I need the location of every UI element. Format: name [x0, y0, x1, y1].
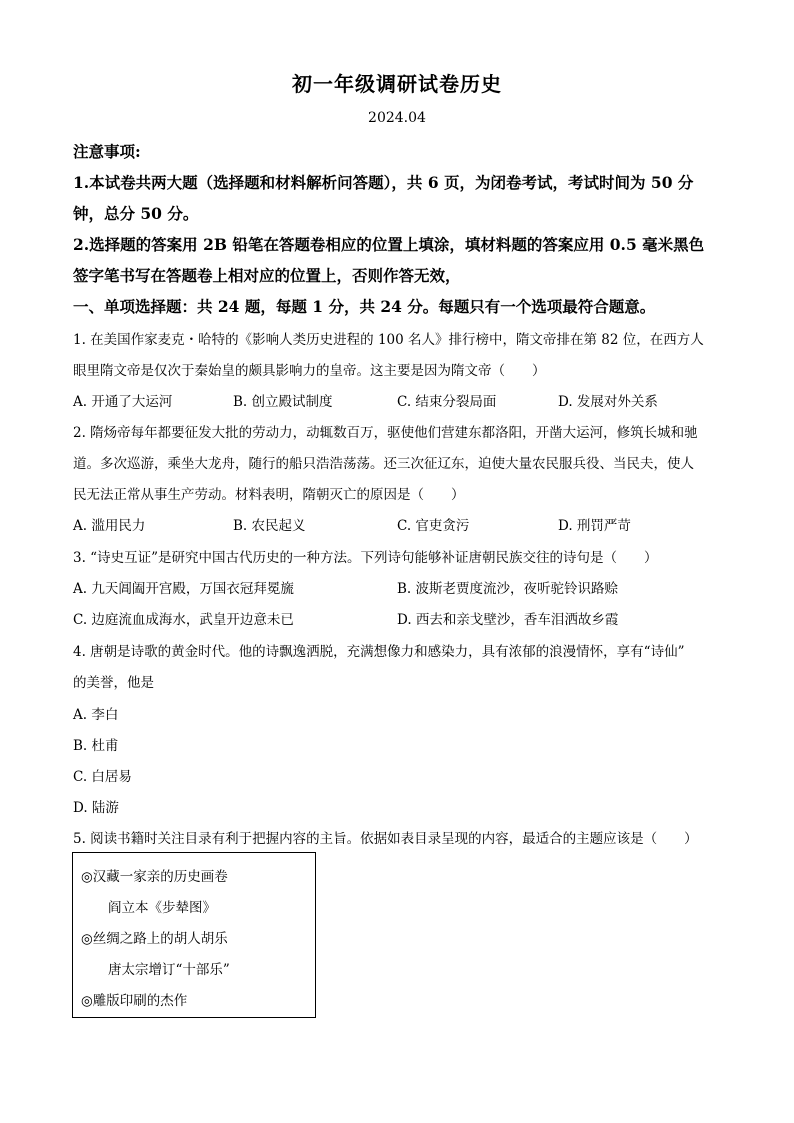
q3-option-b: B. 波斯老贾度流沙，夜听驼铃识路赊 [397, 581, 619, 597]
q2-option-a: A. 滥用民力 [73, 518, 146, 534]
q3-stem-line-1: 3. “诗史互证”是研究中国古代历史的一种方法。下列诗句能够补证唐朝民族交往的诗句是（ ） [73, 550, 658, 566]
q3-option-c: C. 边庭流血成海水，武皇开边意未已 [73, 612, 294, 628]
contents-entry-4: 唐太宗增订“十部乐” [108, 962, 230, 978]
q4-option-a: A. 李白 [73, 707, 119, 723]
notes-heading: 注意事项: [73, 142, 141, 161]
q4-stem-line-2: 的美誉，他是 [73, 675, 154, 691]
q2-option-c: C. 官吏贪污 [397, 518, 470, 534]
q5-contents-table [72, 852, 316, 1018]
exam-title: 初一年级调研试卷历史 [292, 72, 502, 96]
q1-stem-line-1: 1. 在美国作家麦克・哈特的《影响人类历史进程的 100 名人》排行榜中，隋文帝排在第 82 位，在西方人 [73, 332, 704, 348]
q5-stem-line-1: 5. 阅读书籍时关注目录有利于把握内容的主旨。依据如表目录呈现的内容，最适合的主题应该是（ ） [73, 831, 698, 847]
note-2-line-2: 签字笔书写在答题卷上相对应的位置上，否则作答无效， [73, 266, 461, 285]
q3-option-a: A. 九天阊阖开宫殿，万国衣冠拜冕旒 [73, 581, 294, 597]
q2-stem-line-2: 道。多次巡游，乘坐大龙舟，随行的船只浩浩荡荡。还三次征辽东，迫使大量农民服兵役、当民夫，使人 [73, 456, 694, 472]
exam-date: 2024.04 [368, 110, 426, 126]
note-2-line-1: 2.选择题的答案用 2B 铅笔在答题卷相应的位置上填涂，填材料题的答案应用 0.5 毫米黑色 [73, 235, 705, 254]
contents-entry-1: ◎汉藏一家亲的历史画卷 [81, 869, 228, 885]
contents-entry-2: 阎立本《步辇图》 [108, 900, 216, 916]
q4-option-b: B. 杜甫 [73, 738, 119, 754]
note-1-line-1: 1.本试卷共两大题（选择题和材料解析问答题），共 6 页，为闭卷考试，考试时间为 50 分 [73, 173, 694, 192]
q3-option-d: D. 西去和亲戈壁沙，香车泪洒故乡霞 [397, 612, 619, 628]
q4-option-c: C. 白居易 [73, 769, 132, 785]
q1-option-b: B. 创立殿试制度 [233, 394, 333, 410]
q1-option-a: A. 开通了大运河 [73, 394, 173, 410]
q1-stem-line-2: 眼里隋文帝是仅次于秦始皇的颇具影响力的皇帝。这主要是因为隋文帝（ ） [73, 363, 546, 379]
q2-option-b: B. 农民起义 [233, 518, 306, 534]
q4-option-d: D. 陆游 [73, 800, 119, 816]
q2-stem-line-3: 民无法正常从事生产劳动。材料表明，隋朝灭亡的原因是（ ） [73, 487, 465, 503]
q2-stem-line-1: 2. 隋炀帝每年都要征发大批的劳动力，动辄数百万，驱使他们营建东都洛阳，开凿大运河，修筑长城和驰 [73, 425, 698, 441]
q4-stem-line-1: 4. 唐朝是诗歌的黄金时代。他的诗飘逸洒脱，充满想像力和感染力，具有浓郁的浪漫情怀，享有“诗仙” [73, 644, 685, 660]
q1-option-d: D. 发展对外关系 [558, 394, 658, 410]
section-1-heading: 一、单项选择题：共 24 题，每题 1 分，共 24 分。每题只有一个选项最符合题意。 [73, 297, 656, 316]
contents-entry-5: ◎雕版印刷的杰作 [81, 993, 188, 1009]
q1-option-c: C. 结束分裂局面 [397, 394, 497, 410]
note-1-line-2: 钟，总分 50 分。 [73, 204, 199, 223]
contents-entry-3: ◎丝绸之路上的胡人胡乐 [81, 931, 228, 947]
q2-option-d: D. 刑罚严苛 [558, 518, 631, 534]
